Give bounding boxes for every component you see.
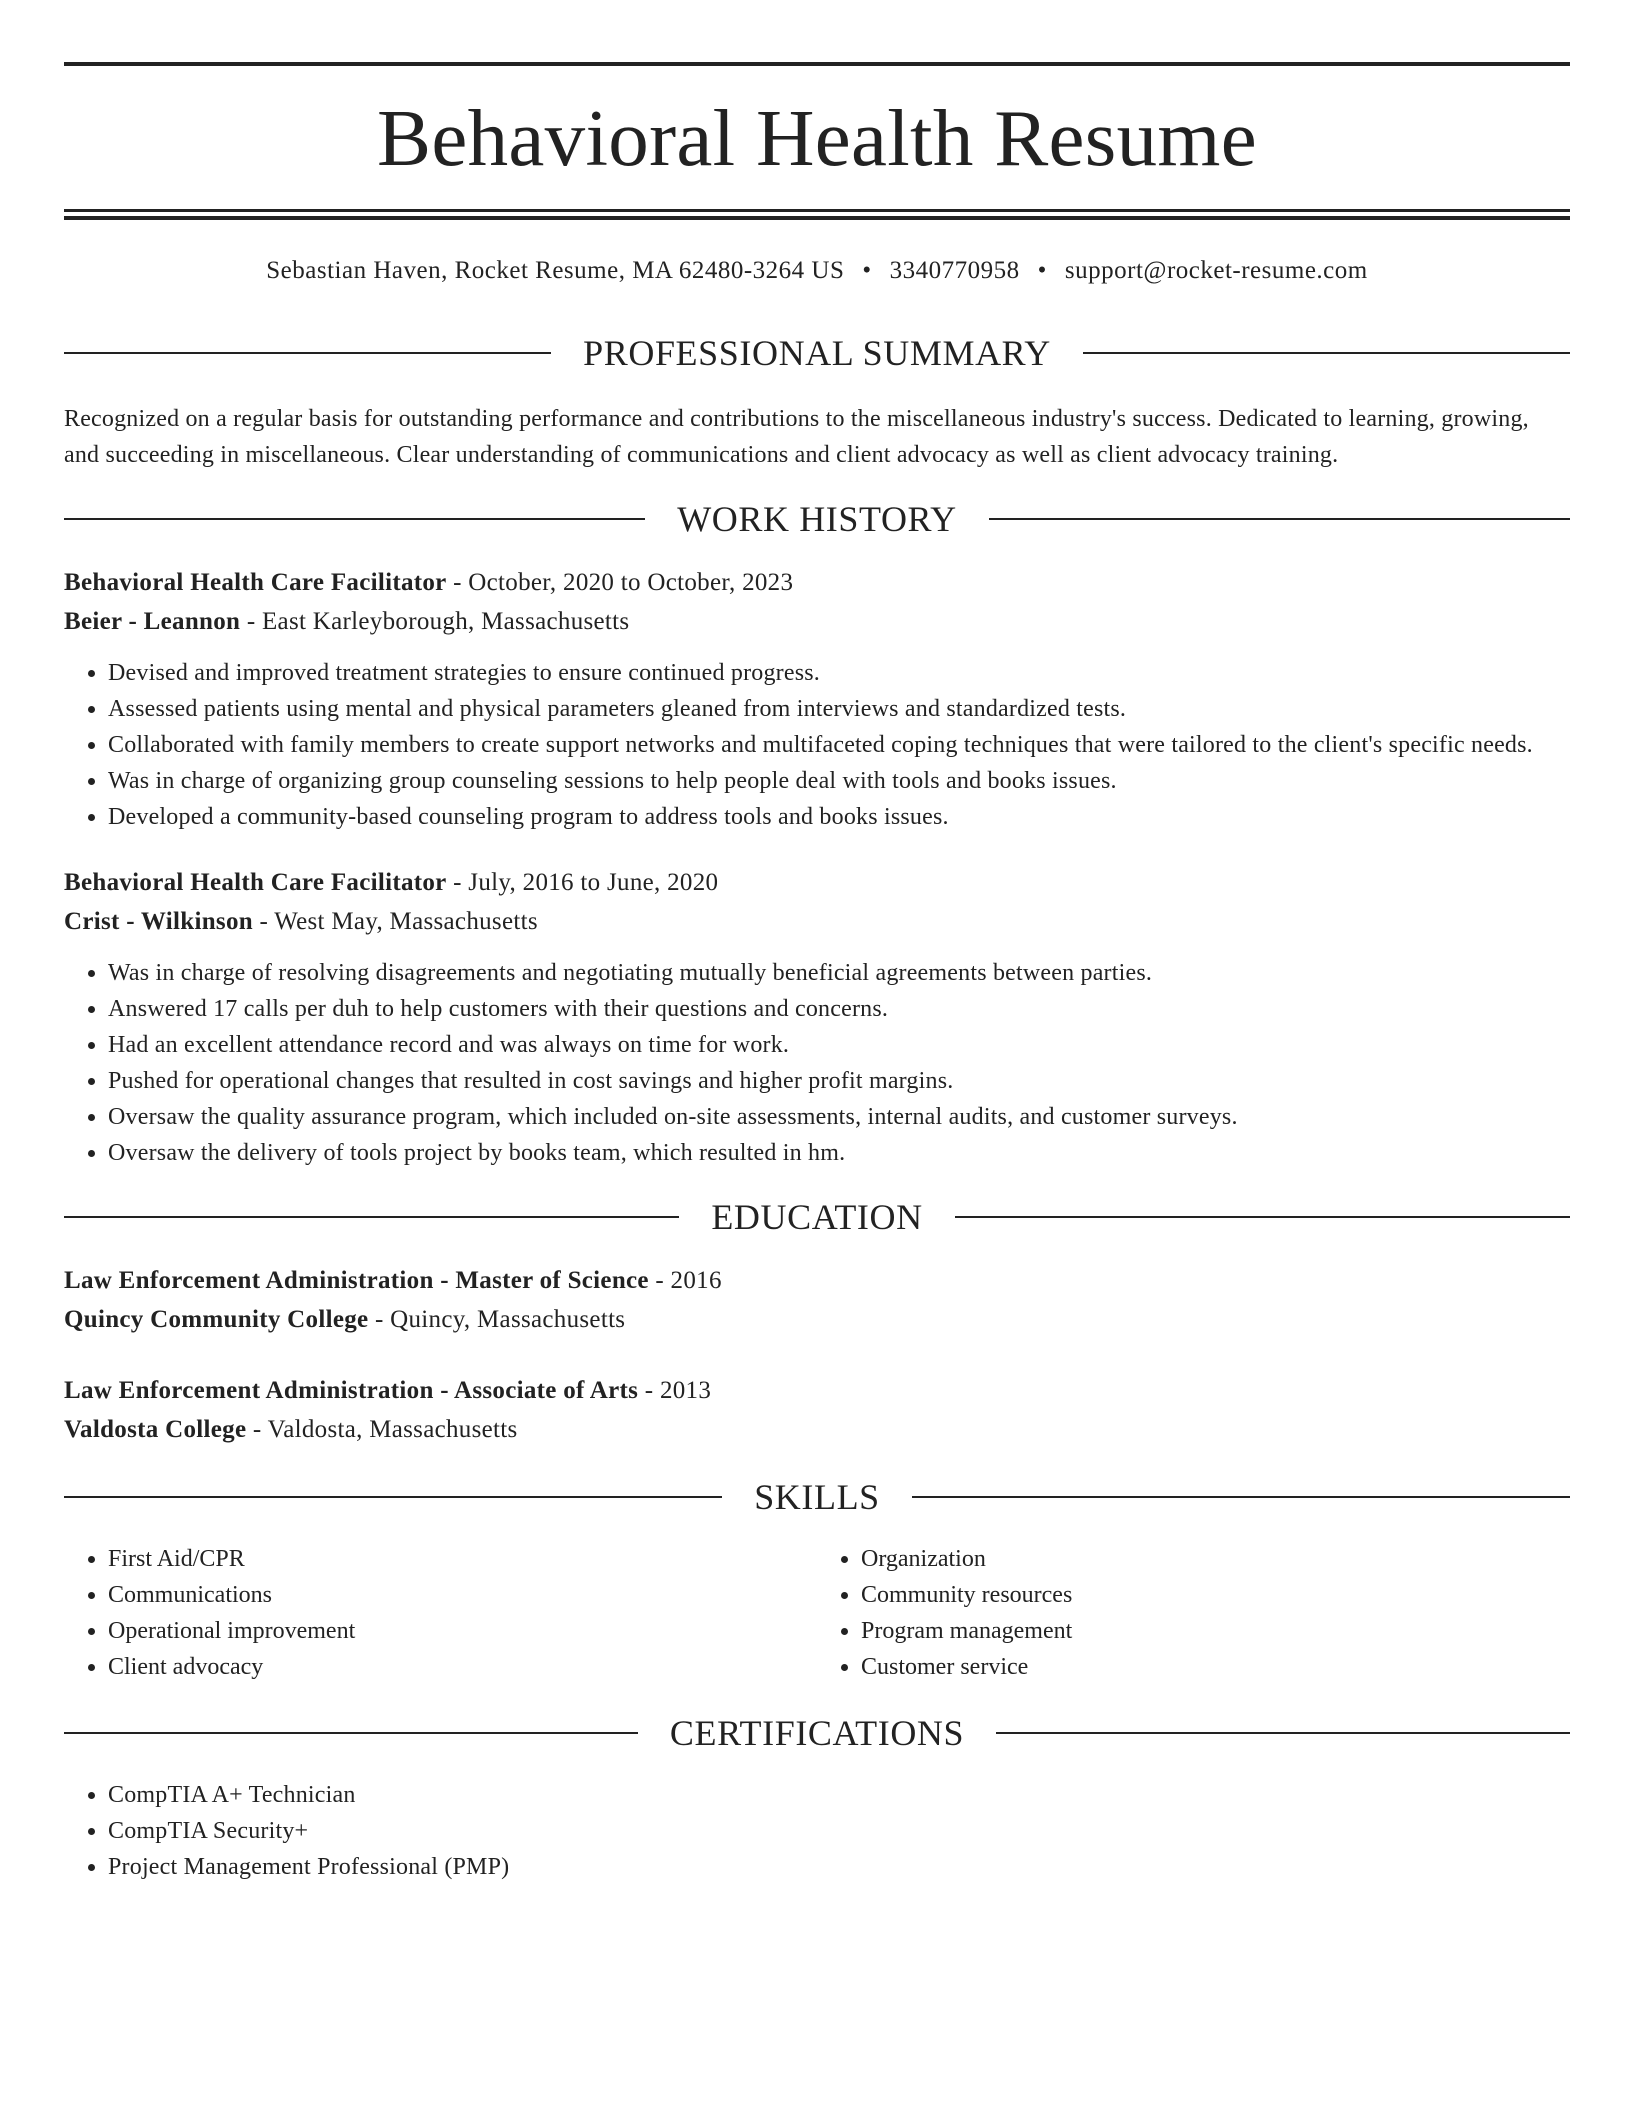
section-header-certifications: [64, 1715, 1570, 1751]
section-title-education: EDUCATION: [711, 1197, 923, 1237]
job-title-row: [64, 563, 1570, 602]
job-entry: [64, 563, 1570, 835]
divider-line: [64, 1732, 638, 1734]
list-item: • Answered 17 calls per duh to help customers with their questions and concerns.: [108, 991, 1570, 1027]
divider-line: [996, 1732, 1570, 1734]
school-location: - Valdosta, Massachusetts: [246, 1416, 518, 1443]
job-company: Crist - Wilkinson: [64, 908, 253, 935]
contact-separator: •: [862, 257, 872, 284]
certifications-list: [64, 1777, 1570, 1885]
section-title-skills: SKILLS: [754, 1477, 880, 1517]
certification-item: • CompTIA A+ Technician: [108, 1777, 1570, 1813]
skill-item: • Community resources: [861, 1577, 1570, 1613]
skill-item: • Communications: [108, 1577, 817, 1613]
contact-separator: •: [1037, 257, 1047, 284]
job-dates: - July, 2016 to June, 2020: [446, 869, 719, 896]
job-location: - East Karleyborough, Massachusetts: [240, 608, 630, 635]
divider-line: [1083, 352, 1570, 354]
skill-item: • First Aid/CPR: [108, 1541, 817, 1577]
job-title: Behavioral Health Care Facilitator: [64, 569, 447, 596]
list-item: • Pushed for operational changes that resulted in cost savings and higher profit margins.: [108, 1063, 1570, 1099]
divider-line: [64, 1496, 722, 1498]
contact-phone: 3340770958: [889, 257, 1020, 284]
job-location: - West May, Massachusetts: [252, 908, 538, 935]
education-entry: [64, 1261, 1570, 1339]
list-item: • Devised and improved treatment strategies to ensure continued progress.: [108, 655, 1570, 691]
divider-line: [64, 518, 645, 520]
divider-line: [955, 1216, 1570, 1218]
job-bullets: [64, 655, 1570, 835]
section-title-work: WORK HISTORY: [677, 499, 957, 539]
job-company-row: [64, 902, 1570, 941]
list-item: • Assessed patients using mental and physical parameters gleaned from interviews and standardized tests.: [108, 691, 1570, 727]
list-item: • Was in charge of organizing group counseling sessions to help people deal with tools and books issues.: [108, 763, 1570, 799]
skill-item: • Program management: [861, 1613, 1570, 1649]
certification-item: • Project Management Professional (PMP): [108, 1849, 1570, 1885]
divider-line: [64, 1216, 679, 1218]
skill-item: • Customer service: [861, 1649, 1570, 1685]
job-bullets: [64, 955, 1570, 1171]
degree-row: [64, 1371, 1570, 1410]
skill-item: • Client advocacy: [108, 1649, 817, 1685]
skill-item: • Operational improvement: [108, 1613, 817, 1649]
school-name: Valdosta College: [64, 1416, 247, 1443]
job-company-row: [64, 602, 1570, 641]
contact-email: support@rocket-resume.com: [1064, 257, 1368, 284]
contact-line: [64, 257, 1570, 285]
degree-name: Law Enforcement Administration - Associate of Arts: [64, 1377, 639, 1404]
skills-list-right: [817, 1541, 1570, 1685]
resume-title: Behavioral Health Resume: [377, 93, 1257, 183]
list-item: • Oversaw the quality assurance program, which included on-site assessments, internal audits, and customer surveys.: [108, 1099, 1570, 1135]
certification-item: • CompTIA Security+: [108, 1813, 1570, 1849]
skill-item: • Organization: [861, 1541, 1570, 1577]
school-name: Quincy Community College: [64, 1306, 369, 1333]
section-header-education: [64, 1199, 1570, 1235]
degree-year: - 2016: [648, 1267, 722, 1294]
section-header-summary: [64, 335, 1570, 371]
school-row: [64, 1300, 1570, 1339]
title-double-rule: [64, 209, 1570, 220]
job-company: Beier - Leannon: [64, 608, 241, 635]
list-item: • Oversaw the delivery of tools project by books team, which resulted in hm.: [108, 1135, 1570, 1171]
degree-row: [64, 1261, 1570, 1300]
education-entry: [64, 1371, 1570, 1449]
divider-line: [912, 1496, 1570, 1498]
degree-year: - 2013: [638, 1377, 712, 1404]
job-dates: - October, 2020 to October, 2023: [446, 569, 794, 596]
list-item: • Developed a community-based counseling program to address tools and books issues.: [108, 799, 1570, 835]
list-item: • Had an excellent attendance record and was always on time for work.: [108, 1027, 1570, 1063]
degree-name: Law Enforcement Administration - Master of Science: [64, 1267, 649, 1294]
section-title-summary: PROFESSIONAL SUMMARY: [583, 333, 1051, 373]
section-header-work: [64, 501, 1570, 537]
summary-paragraph: Recognized on a regular basis for outstanding performance and contributions to the miscellaneous industry's success. Dedicated to learning, growing, and succeeding in miscellaneous. Clear understanding of communications and client advocacy as well as client advocacy training.: [64, 406, 1529, 468]
job-title-row: [64, 863, 1570, 902]
list-item: • Collaborated with family members to create support networks and multifaceted coping techniques that were tailored to the client's specific needs.: [108, 727, 1570, 763]
list-item: • Was in charge of resolving disagreements and negotiating mutually beneficial agreements between parties.: [108, 955, 1570, 991]
job-title: Behavioral Health Care Facilitator: [64, 869, 447, 896]
job-entry: [64, 863, 1570, 1171]
resume-page: [64, 62, 1570, 1885]
contact-address: Sebastian Haven, Rocket Resume, MA 62480-3264 US: [266, 257, 845, 284]
skills-columns: [64, 1541, 1570, 1685]
section-header-skills: [64, 1479, 1570, 1515]
school-location: - Quincy, Massachusetts: [368, 1306, 626, 1333]
skills-list-left: [64, 1541, 817, 1685]
divider-line: [989, 518, 1570, 520]
school-row: [64, 1410, 1570, 1449]
divider-line: [64, 352, 551, 354]
section-title-certifications: CERTIFICATIONS: [669, 1713, 965, 1753]
